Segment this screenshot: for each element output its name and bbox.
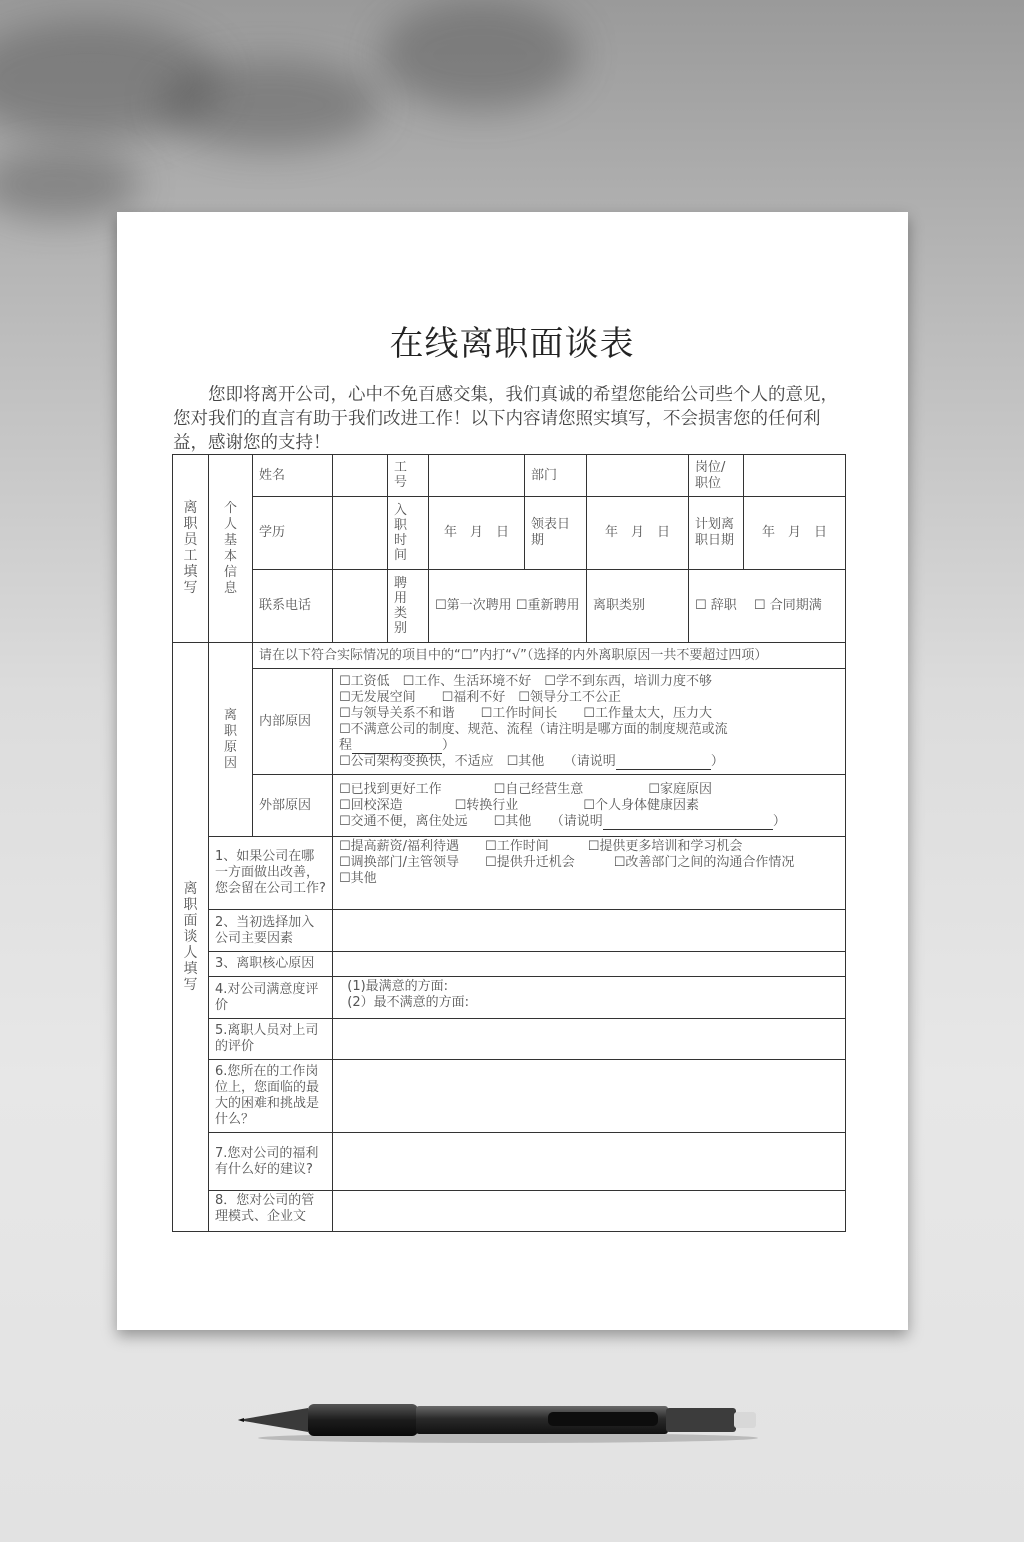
name-field[interactable] <box>333 455 388 497</box>
checkbox-line[interactable]: ☐交通不便，离住处远 ☐其他 （请说明 ） <box>339 813 786 829</box>
checkbox-line-cont: 程 ） <box>339 737 456 753</box>
question-answer[interactable] <box>333 977 846 1019</box>
checkbox-line[interactable]: ☐公司架构变换快，不适应 ☐其他 （请说明 ） <box>339 753 724 769</box>
page-title: 在线离职面谈表 <box>389 324 635 364</box>
question-label: 1、如果公司在哪一方面做出改善，您会留在公司工作? <box>209 837 333 910</box>
section-employee: 离职员工填写 <box>173 455 209 643</box>
pen-icon <box>238 1398 758 1444</box>
checkbox-line[interactable]: ☐调换部门/主管领导 ☐提供升迁机会 ☐改善部门之间的沟通合作情况 <box>339 855 795 870</box>
education-label: 学历 <box>253 497 333 570</box>
section-interviewer: 离职面谈人填写 <box>173 643 209 1232</box>
form-date-field[interactable]: 年 月 日 <box>587 497 689 570</box>
checkbox-line[interactable]: ☐无发展空间 ☐福利不好 ☐领导分工不公正 <box>339 689 621 705</box>
leaf-shadow <box>380 0 580 110</box>
position-field[interactable] <box>744 455 846 497</box>
basic-info-label: 个人基本信息 <box>209 455 253 643</box>
checkbox-line[interactable]: ☐已找到更好工作 ☐自己经营生意 ☐家庭原因 <box>339 781 712 797</box>
question-answer[interactable] <box>333 1019 846 1060</box>
leave-reason-label: 离职原因 <box>209 643 253 837</box>
external-reason-options[interactable] <box>333 775 846 837</box>
question-answer[interactable] <box>333 1133 846 1191</box>
question-answer[interactable] <box>333 837 846 910</box>
leave-type-label: 离职类别 <box>587 570 689 643</box>
question-label: 7.您对公司的福利有什么好的建议? <box>209 1133 333 1191</box>
checkbox-line[interactable]: ☐提高薪资/福利待遇 ☐工作时间 ☐提供更多培训和学习机会 <box>339 839 743 854</box>
question-answer[interactable] <box>333 1191 846 1232</box>
dept-label: 部门 <box>525 455 587 497</box>
dept-field[interactable] <box>587 455 689 497</box>
hire-date-field[interactable]: 年 月 日 <box>429 497 525 570</box>
external-reason-label: 外部原因 <box>253 775 333 837</box>
employee-no-field[interactable] <box>429 455 525 497</box>
explain-blank[interactable] <box>616 756 711 770</box>
checkbox-line[interactable]: ☐不满意公司的制度、规范、流程（请注明是哪方面的制度规范或流 <box>339 721 728 737</box>
intro-paragraph: 您即将离开公司，心中不免百感交集，我们真诚的希望您能给公司些个人的意见，您对我们的直言有助于我们改进工作！以下内容请您照实填写，不会损害您的任何利益，感谢您的支持！ <box>173 385 838 453</box>
form-date-label: 领表日期 <box>525 497 587 570</box>
question-label: 6.您所在的工作岗位上，您面临的最大的困难和挑战是什么？ <box>209 1060 333 1133</box>
question-label: 8．您对公司的管理模式、企业文 <box>209 1191 333 1232</box>
hire-type-options[interactable]: ☐第一次聘用 ☐重新聘用 <box>429 570 587 643</box>
leaf-shadow <box>0 150 140 220</box>
question-answer[interactable] <box>333 952 846 977</box>
hire-type-label: 聘用类别 <box>388 570 429 643</box>
internal-reason-label: 内部原因 <box>253 669 333 775</box>
internal-reason-options[interactable] <box>333 669 846 775</box>
question-answer[interactable] <box>333 910 846 952</box>
phone-field[interactable] <box>333 570 388 643</box>
reason-instruction: 请在以下符合实际情况的项目中的“☐”内打“√”（选择的内外离职原因一共不要超过四项） <box>253 643 846 669</box>
checkbox-line[interactable]: ☐与领导关系不和谐 ☐工作时间长 ☐工作量太大，压力大 <box>339 705 712 721</box>
leave-type-options[interactable]: ☐ 辞职 ☐ 合同期满 <box>689 570 846 643</box>
exit-interview-form <box>172 454 846 1232</box>
answer-line: (1)最满意的方面: <box>339 979 449 994</box>
checkbox-line[interactable]: ☐回校深造 ☐转换行业 ☐个人身体健康因素 <box>339 797 699 813</box>
question-label: 4.对公司满意度评价 <box>209 977 333 1019</box>
planned-leave-label: 计划离职日期 <box>689 497 744 570</box>
question-label: 2、当初选择加入公司主要因素 <box>209 910 333 952</box>
phone-label: 联系电话 <box>253 570 333 643</box>
checkbox-line[interactable]: ☐工资低 ☐工作、生活环境不好 ☐学不到东西，培训力度不够 <box>339 673 712 689</box>
question-answer[interactable] <box>333 1060 846 1133</box>
education-field[interactable] <box>333 497 388 570</box>
checkbox-line[interactable]: ☐其他 <box>339 871 377 886</box>
explain-blank[interactable] <box>603 816 773 830</box>
employee-no-label: 工号 <box>388 455 429 497</box>
name-label: 姓名 <box>253 455 333 497</box>
position-label: 岗位/职位 <box>689 455 744 497</box>
hire-date-label: 入职时间 <box>388 497 429 570</box>
answer-line: (2）最不满意的方面: <box>339 995 469 1010</box>
explain-blank[interactable] <box>352 740 442 754</box>
planned-leave-field[interactable]: 年 月 日 <box>744 497 846 570</box>
question-label: 3、离职核心原因 <box>209 952 333 977</box>
question-label: 5.离职人员对上司的评价 <box>209 1019 333 1060</box>
leaf-shadow <box>160 60 380 150</box>
